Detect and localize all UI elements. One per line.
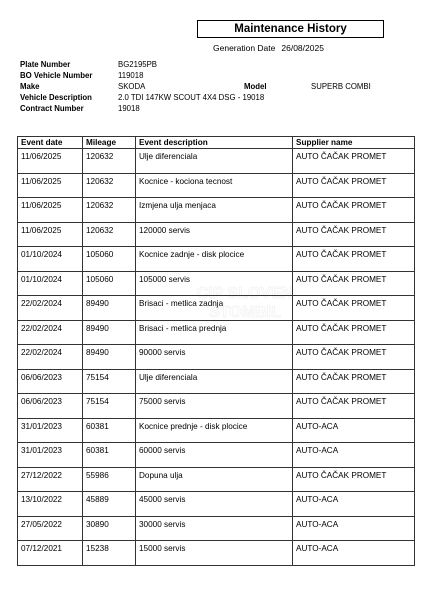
supplier-name-cell: AUTO-ACA	[293, 418, 415, 443]
contract-number-label: Contract Number	[20, 104, 84, 113]
mileage-cell: 60381	[83, 418, 136, 443]
supplier-name-cell: AUTO ČAČAK PROMET	[293, 345, 415, 370]
supplier-name-cell: AUTO ČAČAK PROMET	[293, 296, 415, 321]
event-description-cell: 15000 servis	[136, 541, 293, 566]
event-date-cell: 31/01/2023	[18, 418, 83, 443]
mileage-cell: 105060	[83, 247, 136, 272]
event-date-cell: 27/12/2022	[18, 467, 83, 492]
make-value: SKODA	[118, 82, 146, 91]
mileage-cell: 120632	[83, 149, 136, 174]
supplier-name-cell: AUTO ČAČAK PROMET	[293, 173, 415, 198]
event-description-cell: Izmjena ulja menjaca	[136, 198, 293, 223]
supplier-name-cell: AUTO ČAČAK PROMET	[293, 271, 415, 296]
table-row	[18, 149, 415, 174]
event-description-cell: Ulje diferenciala	[136, 369, 293, 394]
event-description-cell: Kocnice zadnje - disk plocice	[136, 247, 293, 272]
watermark-line-2: STOMBIL	[209, 304, 281, 321]
mileage-cell: 30890	[83, 516, 136, 541]
supplier-name-cell: AUTO-ACA	[293, 443, 415, 468]
generation-date	[213, 43, 324, 53]
table-row	[18, 443, 415, 468]
mileage-cell: 75154	[83, 394, 136, 419]
event-date-cell: 11/06/2025	[18, 173, 83, 198]
event-description-cell: Dopuna ulja	[136, 467, 293, 492]
table-row	[18, 467, 415, 492]
event-description-cell: 75000 servis	[136, 394, 293, 419]
bo-vehicle-number-label: BO Vehicle Number	[20, 71, 93, 80]
supplier-name-cell: AUTO ČAČAK PROMET	[293, 394, 415, 419]
event-date-cell: 22/02/2024	[18, 320, 83, 345]
event-date-cell: 27/05/2022	[18, 516, 83, 541]
event-date-cell: 06/06/2023	[18, 394, 83, 419]
vehicle-description-value: 2.0 TDI 147KW SCOUT 4X4 DSG - 19018	[118, 93, 265, 102]
supplier-name-cell: AUTO ČAČAK PROMET	[293, 369, 415, 394]
watermark-line-1: CIP SLOVEN	[196, 285, 294, 302]
bo-vehicle-number-value: 119018	[118, 71, 144, 80]
event-date-cell: 22/02/2024	[18, 296, 83, 321]
mileage-cell: 45889	[83, 492, 136, 517]
event-description-cell: 105000 servis	[136, 271, 293, 296]
table-row	[18, 198, 415, 223]
event-description-cell: Kocnice prednje - disk plocice	[136, 418, 293, 443]
supplier-name-cell: AUTO ČAČAK PROMET	[293, 247, 415, 272]
supplier-name-cell: AUTO-ACA	[293, 541, 415, 566]
table-row	[18, 418, 415, 443]
table-row	[18, 369, 415, 394]
maintenance-table	[17, 136, 415, 566]
mileage-cell: 105060	[83, 271, 136, 296]
supplier-name-cell: AUTO ČAČAK PROMET	[293, 222, 415, 247]
contract-number-value: 19018	[118, 104, 140, 113]
supplier-name-cell: AUTO-ACA	[293, 516, 415, 541]
table-row	[18, 320, 415, 345]
model-label: Model	[244, 82, 267, 91]
plate-number-label: Plate Number	[20, 60, 71, 69]
column-header-supplier-name: Supplier name	[293, 137, 415, 149]
supplier-name-cell: AUTO ČAČAK PROMET	[293, 320, 415, 345]
table-row	[18, 296, 415, 321]
table-row	[18, 394, 415, 419]
table-row	[18, 222, 415, 247]
event-description-cell: Ulje diferenciala	[136, 149, 293, 174]
generation-date-value: 26/08/2025	[281, 43, 324, 53]
event-description-cell: 30000 servis	[136, 516, 293, 541]
mileage-cell: 60381	[83, 443, 136, 468]
make-label: Make	[20, 82, 40, 91]
supplier-name-cell: AUTO ČAČAK PROMET	[293, 149, 415, 174]
mileage-cell: 15238	[83, 541, 136, 566]
event-date-cell: 11/06/2025	[18, 149, 83, 174]
event-description-cell: 120000 servis	[136, 222, 293, 247]
plate-number-value: BG2195PB	[118, 60, 158, 69]
model-value: SUPERB COMBI	[311, 82, 371, 91]
event-description-cell: Kocnice - kociona tecnost	[136, 173, 293, 198]
mileage-cell: 75154	[83, 369, 136, 394]
event-description-cell: 90000 servis	[136, 345, 293, 370]
event-date-cell: 11/06/2025	[18, 198, 83, 223]
mileage-cell: 89490	[83, 296, 136, 321]
table-row	[18, 173, 415, 198]
generation-date-label: Generation Date	[213, 43, 276, 53]
event-date-cell: 13/10/2022	[18, 492, 83, 517]
mileage-cell: 89490	[83, 320, 136, 345]
vehicle-description-label: Vehicle Description	[20, 93, 92, 102]
event-date-cell: 31/01/2023	[18, 443, 83, 468]
mileage-cell: 120632	[83, 198, 136, 223]
event-description-cell: 45000 servis	[136, 492, 293, 517]
mileage-cell: 55986	[83, 467, 136, 492]
supplier-name-cell: AUTO ČAČAK PROMET	[293, 198, 415, 223]
document-title: Maintenance History	[197, 20, 384, 38]
table-body	[18, 149, 415, 566]
mileage-cell: 120632	[83, 222, 136, 247]
column-header-event-date: Event date	[18, 137, 83, 149]
event-description-cell: Brisaci - metlica zadnja	[136, 296, 293, 321]
column-header-mileage: Mileage	[83, 137, 136, 149]
table-row	[18, 345, 415, 370]
supplier-name-cell: AUTO ČAČAK PROMET	[293, 467, 415, 492]
mileage-cell: 120632	[83, 173, 136, 198]
table-header-row	[18, 137, 415, 149]
mileage-cell: 89490	[83, 345, 136, 370]
table-row	[18, 516, 415, 541]
table-row	[18, 541, 415, 566]
supplier-name-cell: AUTO-ACA	[293, 492, 415, 517]
event-date-cell: 01/10/2024	[18, 247, 83, 272]
event-date-cell: 22/02/2024	[18, 345, 83, 370]
event-date-cell: 11/06/2025	[18, 222, 83, 247]
column-header-event-description: Event description	[136, 137, 293, 149]
event-date-cell: 06/06/2023	[18, 369, 83, 394]
event-date-cell: 07/12/2021	[18, 541, 83, 566]
table-row	[18, 271, 415, 296]
table-row	[18, 247, 415, 272]
event-description-cell: 60000 servis	[136, 443, 293, 468]
table-row	[18, 492, 415, 517]
event-description-cell: Brisaci - metlica prednja	[136, 320, 293, 345]
event-date-cell: 01/10/2024	[18, 271, 83, 296]
